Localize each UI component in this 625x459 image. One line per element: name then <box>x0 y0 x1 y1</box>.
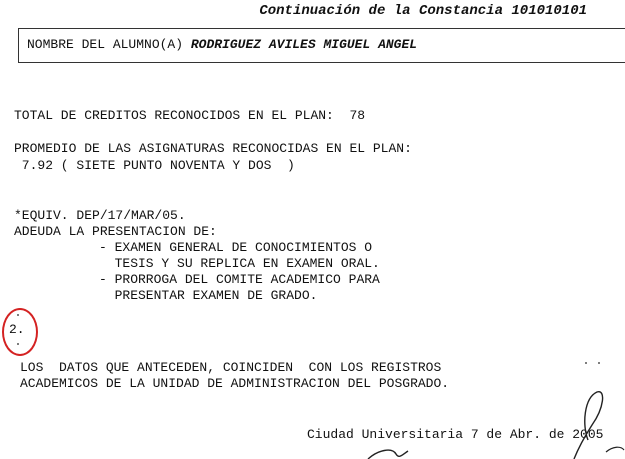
total-credits-line: TOTAL DE CREDITOS RECONOCIDOS EN EL PLAN: 78 <box>14 108 366 123</box>
student-name-box <box>18 28 625 63</box>
student-name-value: RODRIGUEZ AVILES MIGUEL ANGEL <box>190 37 418 52</box>
marker-dot <box>17 314 19 316</box>
owes-item: - PRORROGA DEL COMITE ACADEMICO PARA <box>99 272 380 287</box>
section-number: 2. <box>9 322 25 337</box>
marker-dot <box>17 343 19 345</box>
owes-item: - EXAMEN GENERAL DE CONOCIMIENTOS O <box>99 240 373 255</box>
closing-line: ACADEMICOS DE LA UNIDAD DE ADMINISTRACION DEL POSGRADO. <box>20 376 450 391</box>
speck <box>585 362 587 364</box>
average-value: 7.92 ( SIETE PUNTO NOVENTA Y DOS ) <box>14 158 295 173</box>
equivalence-line: *EQUIV. DEP/17/MAR/05. <box>14 208 186 223</box>
owes-item: PRESENTAR EXAMEN DE GRADO. <box>99 288 318 303</box>
continuation-header: Continuación de la Constancia 101010101 <box>259 3 587 19</box>
student-name-line <box>27 37 417 52</box>
owes-item: TESIS Y SU REPLICA EN EXAMEN ORAL. <box>99 256 380 271</box>
student-name-label: NOMBRE DEL ALUMNO(A) <box>27 37 184 52</box>
place-date-line: Ciudad Universitaria 7 de Abr. de 2005 <box>307 427 604 442</box>
owes-title: ADEUDA LA PRESENTACION DE: <box>14 224 217 239</box>
average-title: PROMEDIO DE LAS ASIGNATURAS RECONOCIDAS EN EL PLAN: <box>14 141 412 156</box>
speck <box>598 362 600 364</box>
closing-line: LOS DATOS QUE ANTECEDEN, COINCIDEN CON LOS REGISTROS <box>20 360 442 375</box>
